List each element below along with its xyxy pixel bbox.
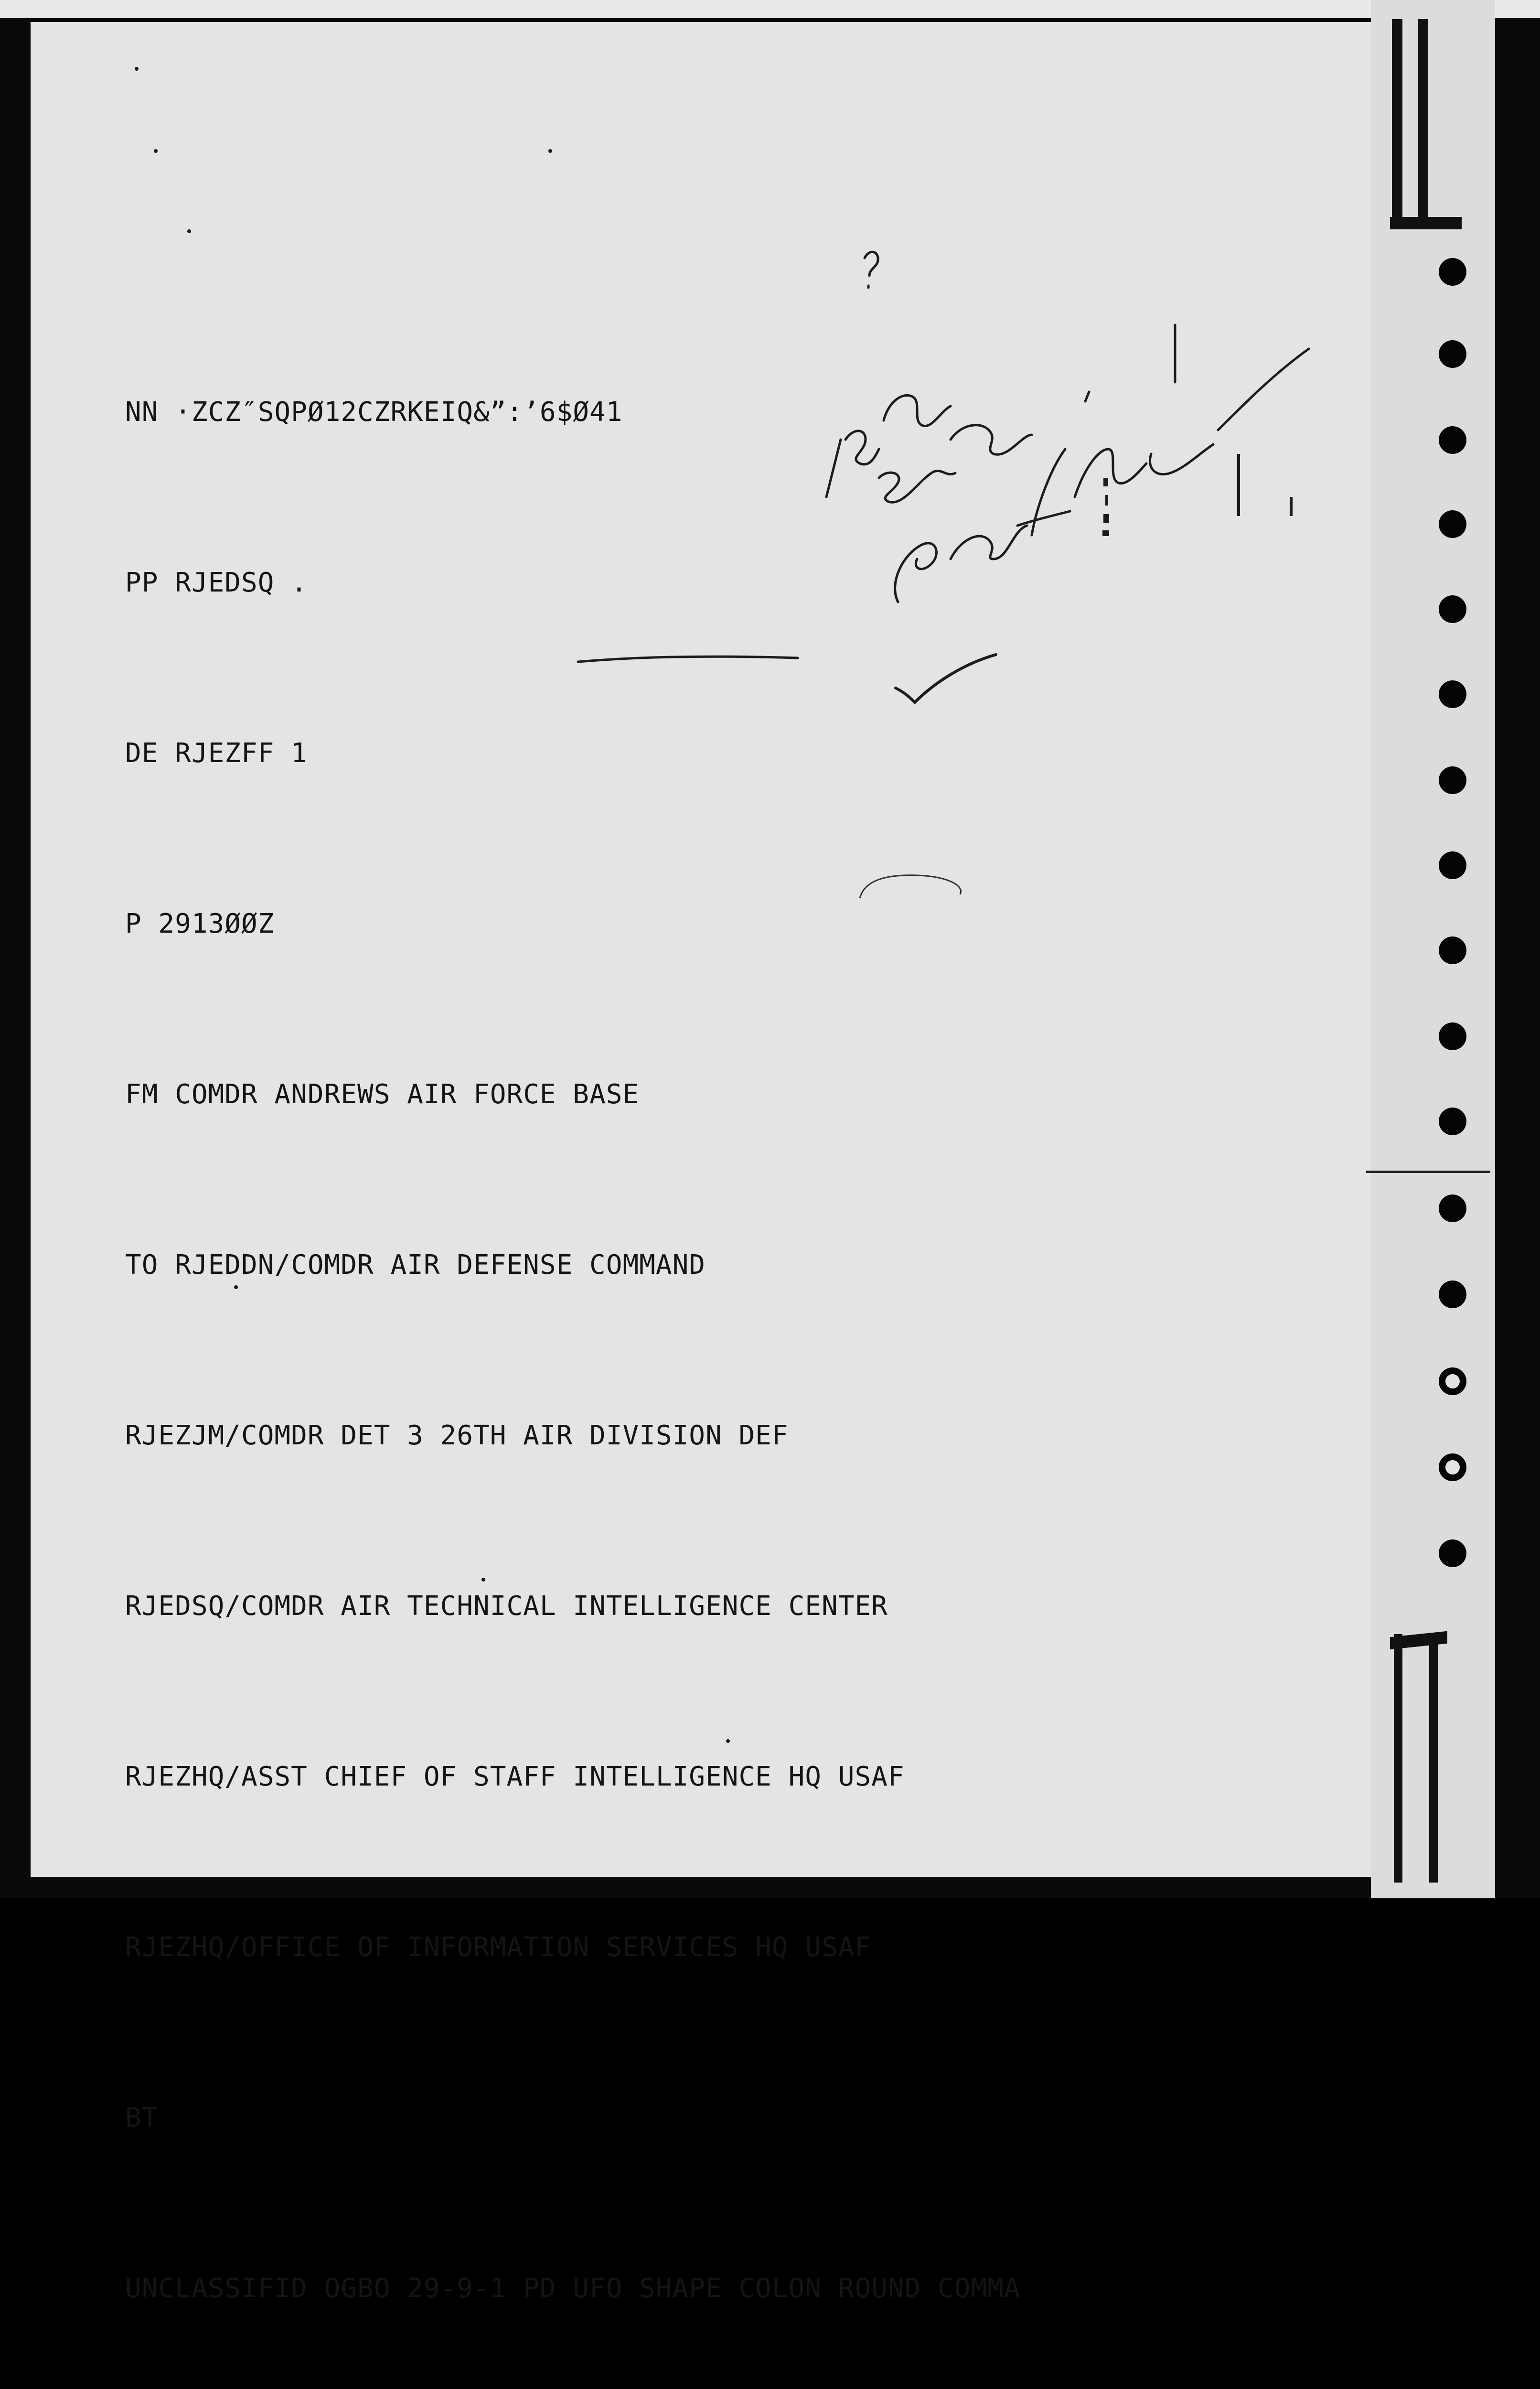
addressee-line: RJEZJM/COMDR DET 3 26TH AIR DIVISION DEF xyxy=(125,1420,789,1451)
date-time-group: P 2913ØØZ xyxy=(125,908,275,939)
binding-strip xyxy=(1371,0,1495,1898)
punch-hole xyxy=(1439,1453,1466,1481)
handwritten-underline xyxy=(573,647,802,676)
addressee-line: RJEDSQ/COMDR AIR TECHNICAL INTELLIGENCE CENTER xyxy=(125,1591,888,1622)
body-line: UNCLASSIFID OGBO 29-9-1 PD UFO SHAPE COLON ROUND COMMA xyxy=(125,2273,1021,2304)
punch-hole xyxy=(1439,1108,1466,1135)
punch-hole xyxy=(1439,426,1466,454)
punch-hole xyxy=(1439,258,1466,286)
punch-hole xyxy=(1439,1022,1466,1050)
binding-bracket-bottom xyxy=(1390,1634,1462,1883)
punch-hole xyxy=(1439,510,1466,538)
binding-divider xyxy=(1366,1171,1490,1173)
addressee-line: RJEZHQ/ASST CHIEF OF STAFF INTELLIGENCE HQ USAF xyxy=(125,1761,905,1792)
punch-hole xyxy=(1439,851,1466,879)
punch-hole xyxy=(1439,1367,1466,1395)
punch-hole xyxy=(1439,680,1466,708)
punch-hole xyxy=(1439,1539,1466,1567)
punch-hole xyxy=(1439,1281,1466,1308)
dust-speck xyxy=(154,149,158,153)
dust-speck xyxy=(187,229,191,233)
punch-hole xyxy=(1439,340,1466,368)
handwritten-circle xyxy=(850,870,970,913)
addressee-line: RJEZHQ/OFFICE OF INFORMATION SERVICES HQ USAF xyxy=(125,1932,872,1963)
origin-station-line: DE RJEZFF 1 xyxy=(125,738,308,769)
dust-speck xyxy=(548,149,552,153)
precedence-line: PP RJEDSQ . xyxy=(125,567,308,598)
punch-hole xyxy=(1439,766,1466,794)
punch-hole xyxy=(1439,595,1466,623)
dust-speck xyxy=(135,67,139,71)
binding-bracket-top xyxy=(1390,19,1462,229)
handwritten-check-mark xyxy=(891,645,1001,707)
break-marker: BT xyxy=(125,2102,159,2133)
handwritten-margin-note xyxy=(807,229,1309,602)
punch-hole xyxy=(1439,936,1466,964)
punch-hole xyxy=(1439,1194,1466,1222)
top-edge xyxy=(0,0,1540,18)
routing-line: NN ·ZCZ″SQPØ12CZRKEIQ&”:’6$Ø41 xyxy=(125,397,623,428)
to-line: TO RJEDDN/COMDR AIR DEFENSE COMMAND xyxy=(125,1249,706,1281)
from-line: FM COMDR ANDREWS AIR FORCE BASE xyxy=(125,1079,640,1110)
